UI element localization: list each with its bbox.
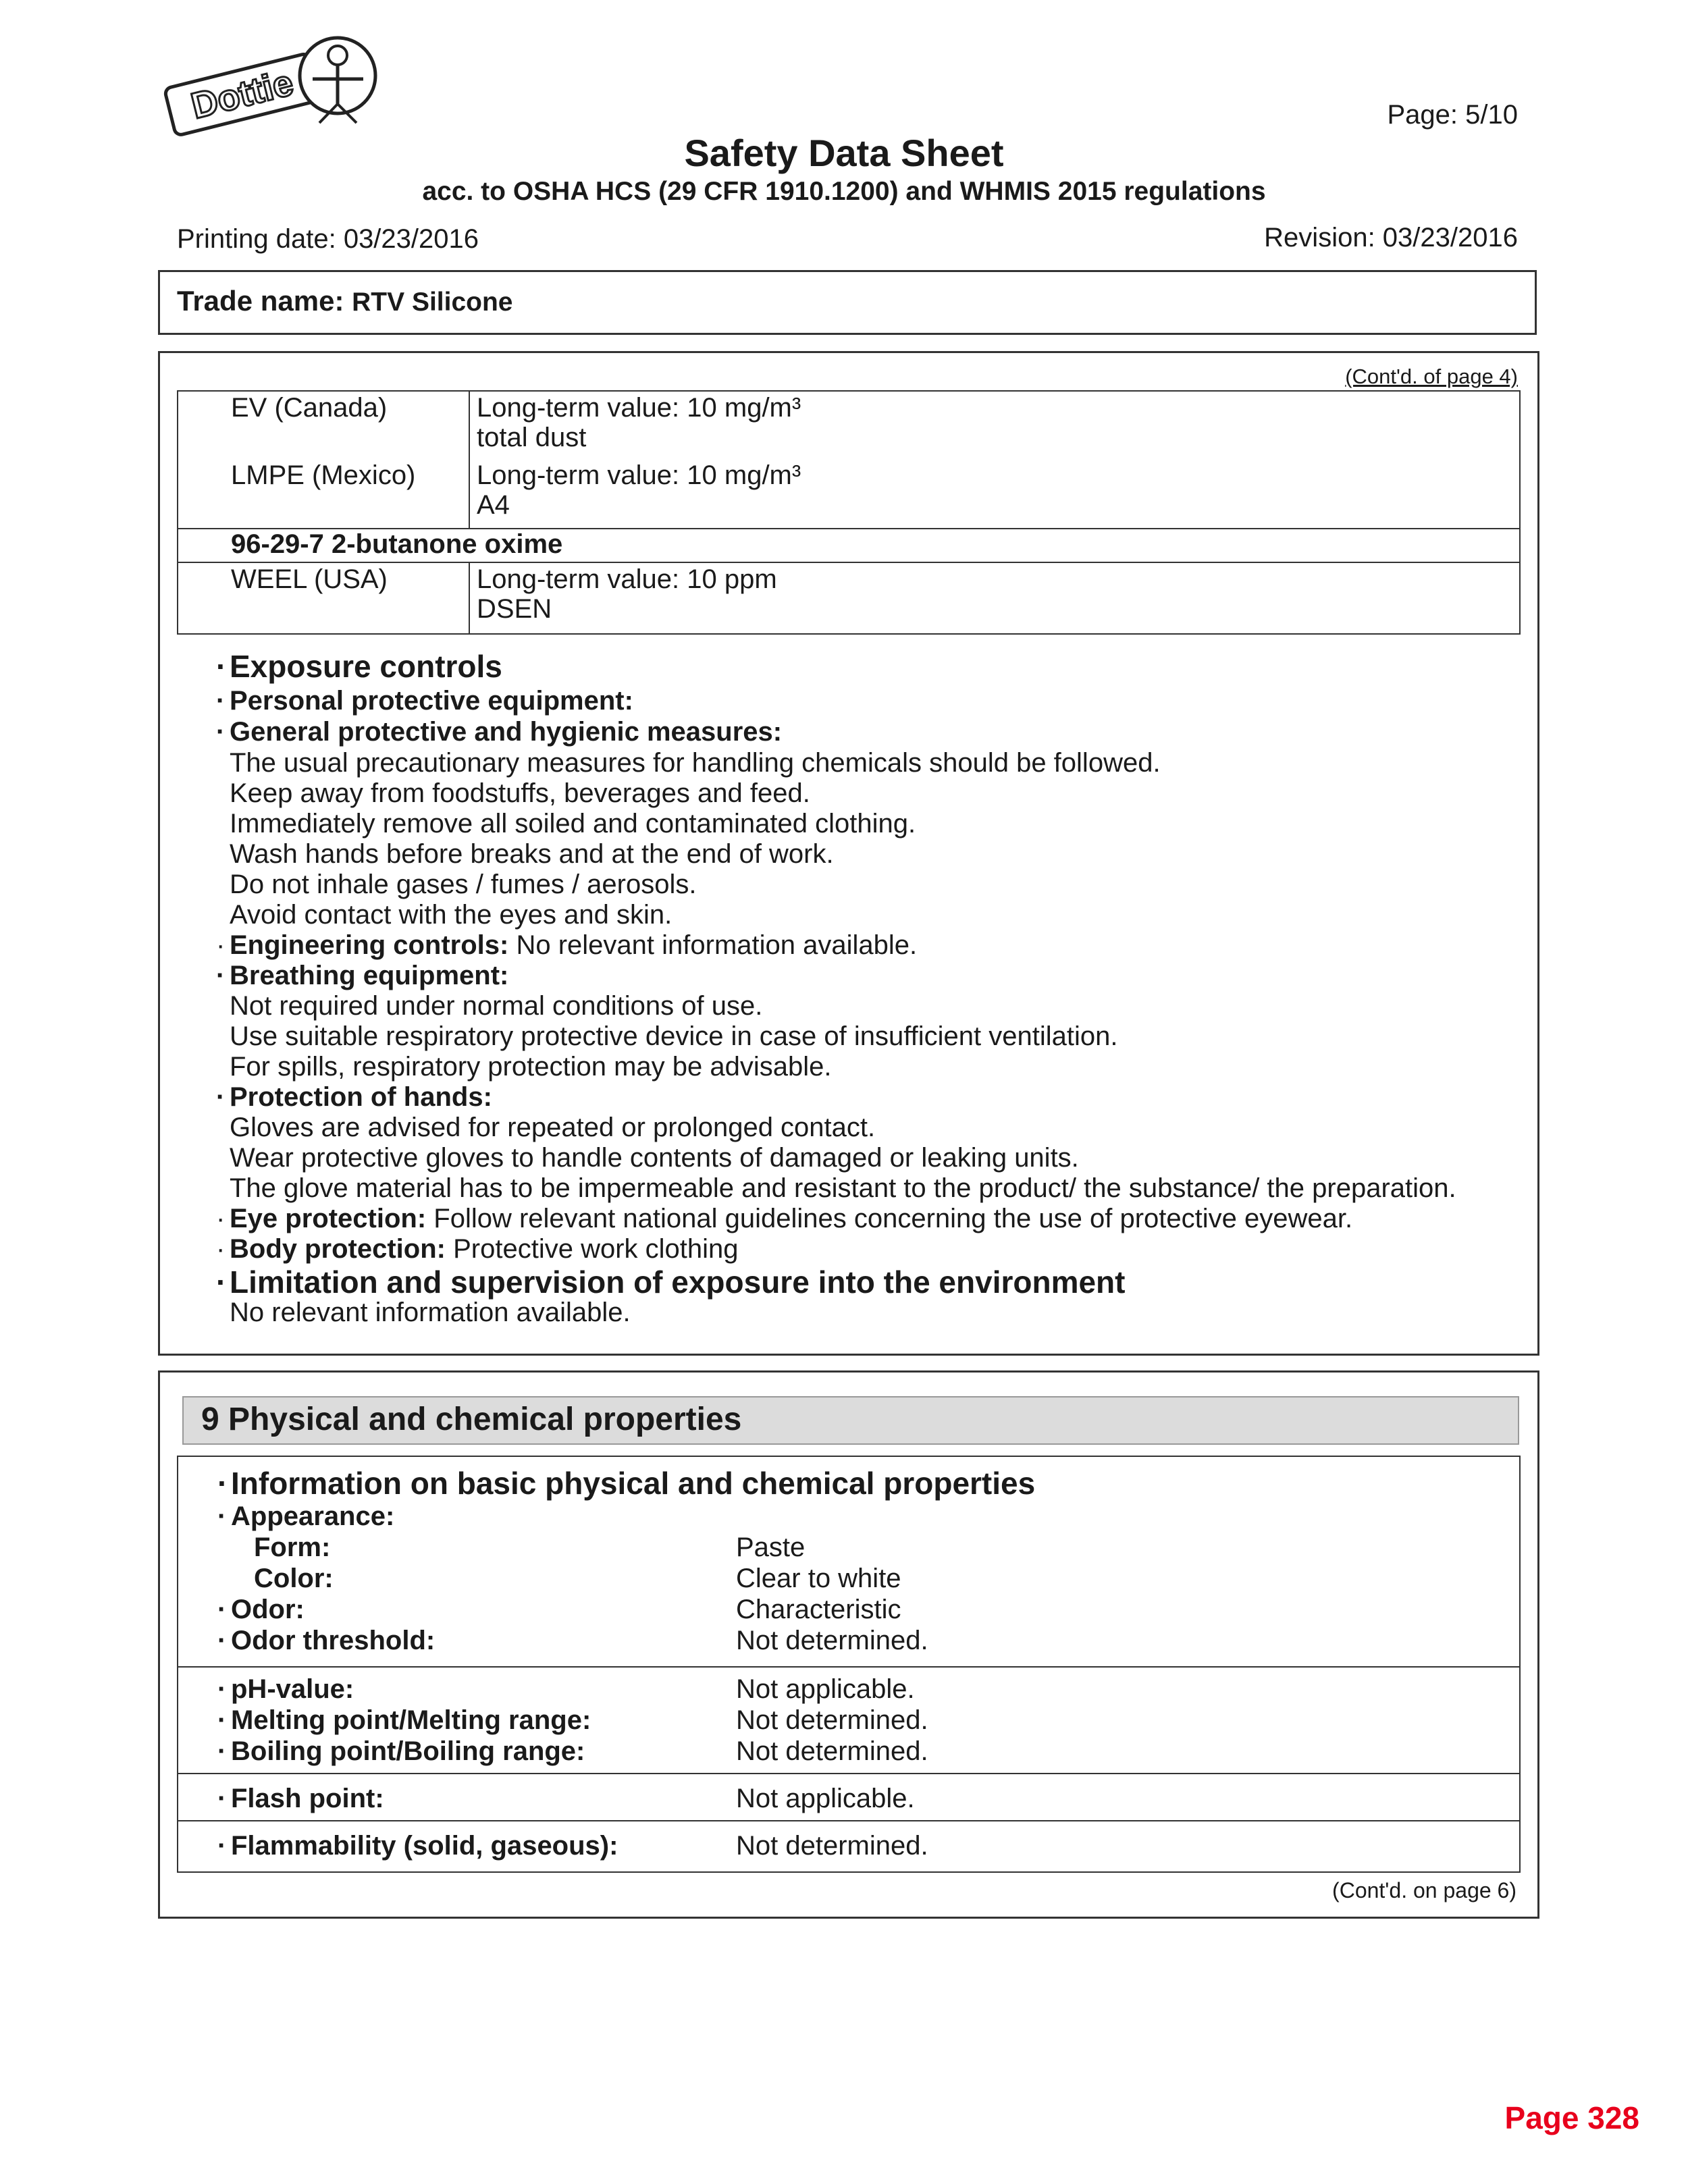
table-row-value: Long-term value: 10 mg/m³ <box>477 460 801 490</box>
table-row-note: DSEN <box>477 594 552 624</box>
text-line: The usual precautionary measures for handling chemicals should be followed. <box>230 748 1161 778</box>
continued-on-note: (Cont'd. on page 6) <box>1332 1878 1516 1902</box>
property-value: Not determined. <box>736 1626 928 1655</box>
properties-table: · Information on basic physical and chemical properties · Appearance: Form: Paste Color: Clear to white · Odor: Characteristic · Odor threshold: Not determined. · pH-value: Not applicable. · Melting point/Melting range: Not determined. · Boiling point/Boiling range: Not determined. · Flash point: Not applicable. · Flammability (solid, gaseous): Not determined. <box>177 1456 1521 1873</box>
substance-heading: 96-29-7 2-butanone oxime <box>231 529 563 559</box>
ppe-label: Personal protective equipment: <box>230 686 633 716</box>
table-row-value: Long-term value: 10 ppm <box>477 564 777 594</box>
property-label: Flash point: <box>231 1784 384 1813</box>
trade-name-label: Trade name: <box>177 285 344 317</box>
table-row-value: Long-term value: 10 mg/m³ <box>477 393 801 423</box>
text-line: Wash hands before breaks and at the end of work. <box>230 839 834 869</box>
property-label: pH-value: <box>231 1674 354 1704</box>
table-row-name: EV (Canada) <box>231 393 388 423</box>
property-label: Odor: <box>231 1595 305 1624</box>
property-value: Not determined. <box>736 1705 928 1735</box>
text-line: Use suitable respiratory protective device in case of insufficient ventilation. <box>230 1021 1118 1051</box>
logo-text: Dottie <box>187 62 298 127</box>
eye-label: Eye protection: <box>230 1204 427 1233</box>
text-line: The glove material has to be impermeable and resistant to the product/ the substance/ the preparation. <box>230 1173 1456 1203</box>
page-number: Page: 5/10 <box>1387 100 1518 130</box>
revision-date: Revision: 03/23/2016 <box>1264 223 1518 252</box>
property-value: Not determined. <box>736 1736 928 1766</box>
property-value: Not applicable. <box>736 1674 915 1704</box>
property-value: Characteristic <box>736 1595 901 1624</box>
text-line: Keep away from foodstuffs, beverages and feed. <box>230 778 810 808</box>
property-label: Odor threshold: <box>231 1626 436 1655</box>
exposure-controls-heading: Exposure controls <box>230 649 502 684</box>
table-row-note: total dust <box>477 423 587 452</box>
text-line: Wear protective gloves to handle contents of damaged or leaking units. <box>230 1143 1079 1173</box>
trade-name <box>177 285 513 317</box>
text-line: For spills, respiratory protection may be advisable. <box>230 1052 832 1082</box>
text-line: Do not inhale gases / fumes / aerosols. <box>230 870 697 899</box>
property-value: Not applicable. <box>736 1784 915 1813</box>
eye-value: Follow relevant national guidelines concerning the use of protective eyewear. <box>426 1204 1353 1233</box>
body-label: Body protection: <box>230 1234 446 1264</box>
exposure-limits-table <box>177 390 1521 635</box>
property-value: Paste <box>736 1533 806 1562</box>
section-9-title: 9 Physical and chemical properties <box>201 1402 742 1437</box>
text-line: Immediately remove all soiled and contaminated clothing. <box>230 809 916 838</box>
property-value: Clear to white <box>736 1564 901 1593</box>
environment-value: No relevant information available. <box>230 1298 631 1327</box>
text-line: Avoid contact with the eyes and skin. <box>230 900 672 930</box>
hands-label: Protection of hands: <box>230 1082 492 1112</box>
text-line: Gloves are advised for repeated or prolonged contact. <box>230 1113 876 1142</box>
trade-name-value: RTV Silicone <box>352 288 513 317</box>
engineering-label: Engineering controls: <box>230 930 509 960</box>
page-stamp: Page 328 <box>1504 2100 1639 2135</box>
properties-heading: Information on basic physical and chemical properties <box>231 1466 1036 1501</box>
continued-from-note: (Cont'd. of page 4) <box>1345 365 1518 388</box>
general-measures-label: General protective and hygienic measures: <box>230 717 783 747</box>
property-label: Flammability (solid, gaseous): <box>231 1831 618 1861</box>
table-row-note: A4 <box>477 490 510 520</box>
property-value: Not determined. <box>736 1831 928 1861</box>
dottie-logo <box>161 28 390 143</box>
table-row-name: LMPE (Mexico) <box>231 460 416 490</box>
property-label: Boiling point/Boiling range: <box>231 1736 585 1766</box>
text-line: Not required under normal conditions of use. <box>230 991 763 1021</box>
table-row-name: WEEL (USA) <box>231 564 388 594</box>
property-label: Melting point/Melting range: <box>231 1705 591 1735</box>
engineering-value: No relevant information available. <box>508 930 918 960</box>
property-label: Color: <box>254 1564 334 1593</box>
document-subtitle: acc. to OSHA HCS (29 CFR 1910.1200) and WHMIS 2015 regulations <box>422 177 1266 206</box>
breathing-label: Breathing equipment: <box>230 961 509 990</box>
appearance-label: Appearance: <box>231 1501 395 1531</box>
property-label: Form: <box>254 1533 331 1562</box>
printing-date: Printing date: 03/23/2016 <box>177 224 479 254</box>
document-title: Safety Data Sheet <box>684 132 1004 174</box>
exposure-controls-block: · Exposure controls · Personal protective equipment: · General protective and hygienic measures: The usual precautionary measures for handling chemicals should be followed. Keep away from foodstuffs, beverages and feed. Immediately remove all soiled and contaminated clothing. Wash hands before breaks and at the end of work. Do not inhale gases / fumes / aerosols. Avoid contact with the eyes and skin. · Engineering controls: No relevant information available. · Breathing equipment: Not required under normal conditions of use. Use suitable respiratory protective device in case of insufficient ventilation. For spills, respiratory protection may be advisable. · Protection of hands: Gloves are advised for repeated or prolonged contact. Wear protective gloves to handle contents of damaged or leaking units. The glove material has to be impermeable and resistant to the product/ the substance/ the preparation. · Eye protection: Follow relevant national guidelines concerning the use of protective eyewear. · Body protection: Protective work clothing · Limitation and supervision of exposure into the environment No relevant information available. <box>216 649 1456 1327</box>
body-value: Protective work clothing <box>445 1234 739 1264</box>
environment-heading: Limitation and supervision of exposure into the environment <box>230 1264 1126 1300</box>
